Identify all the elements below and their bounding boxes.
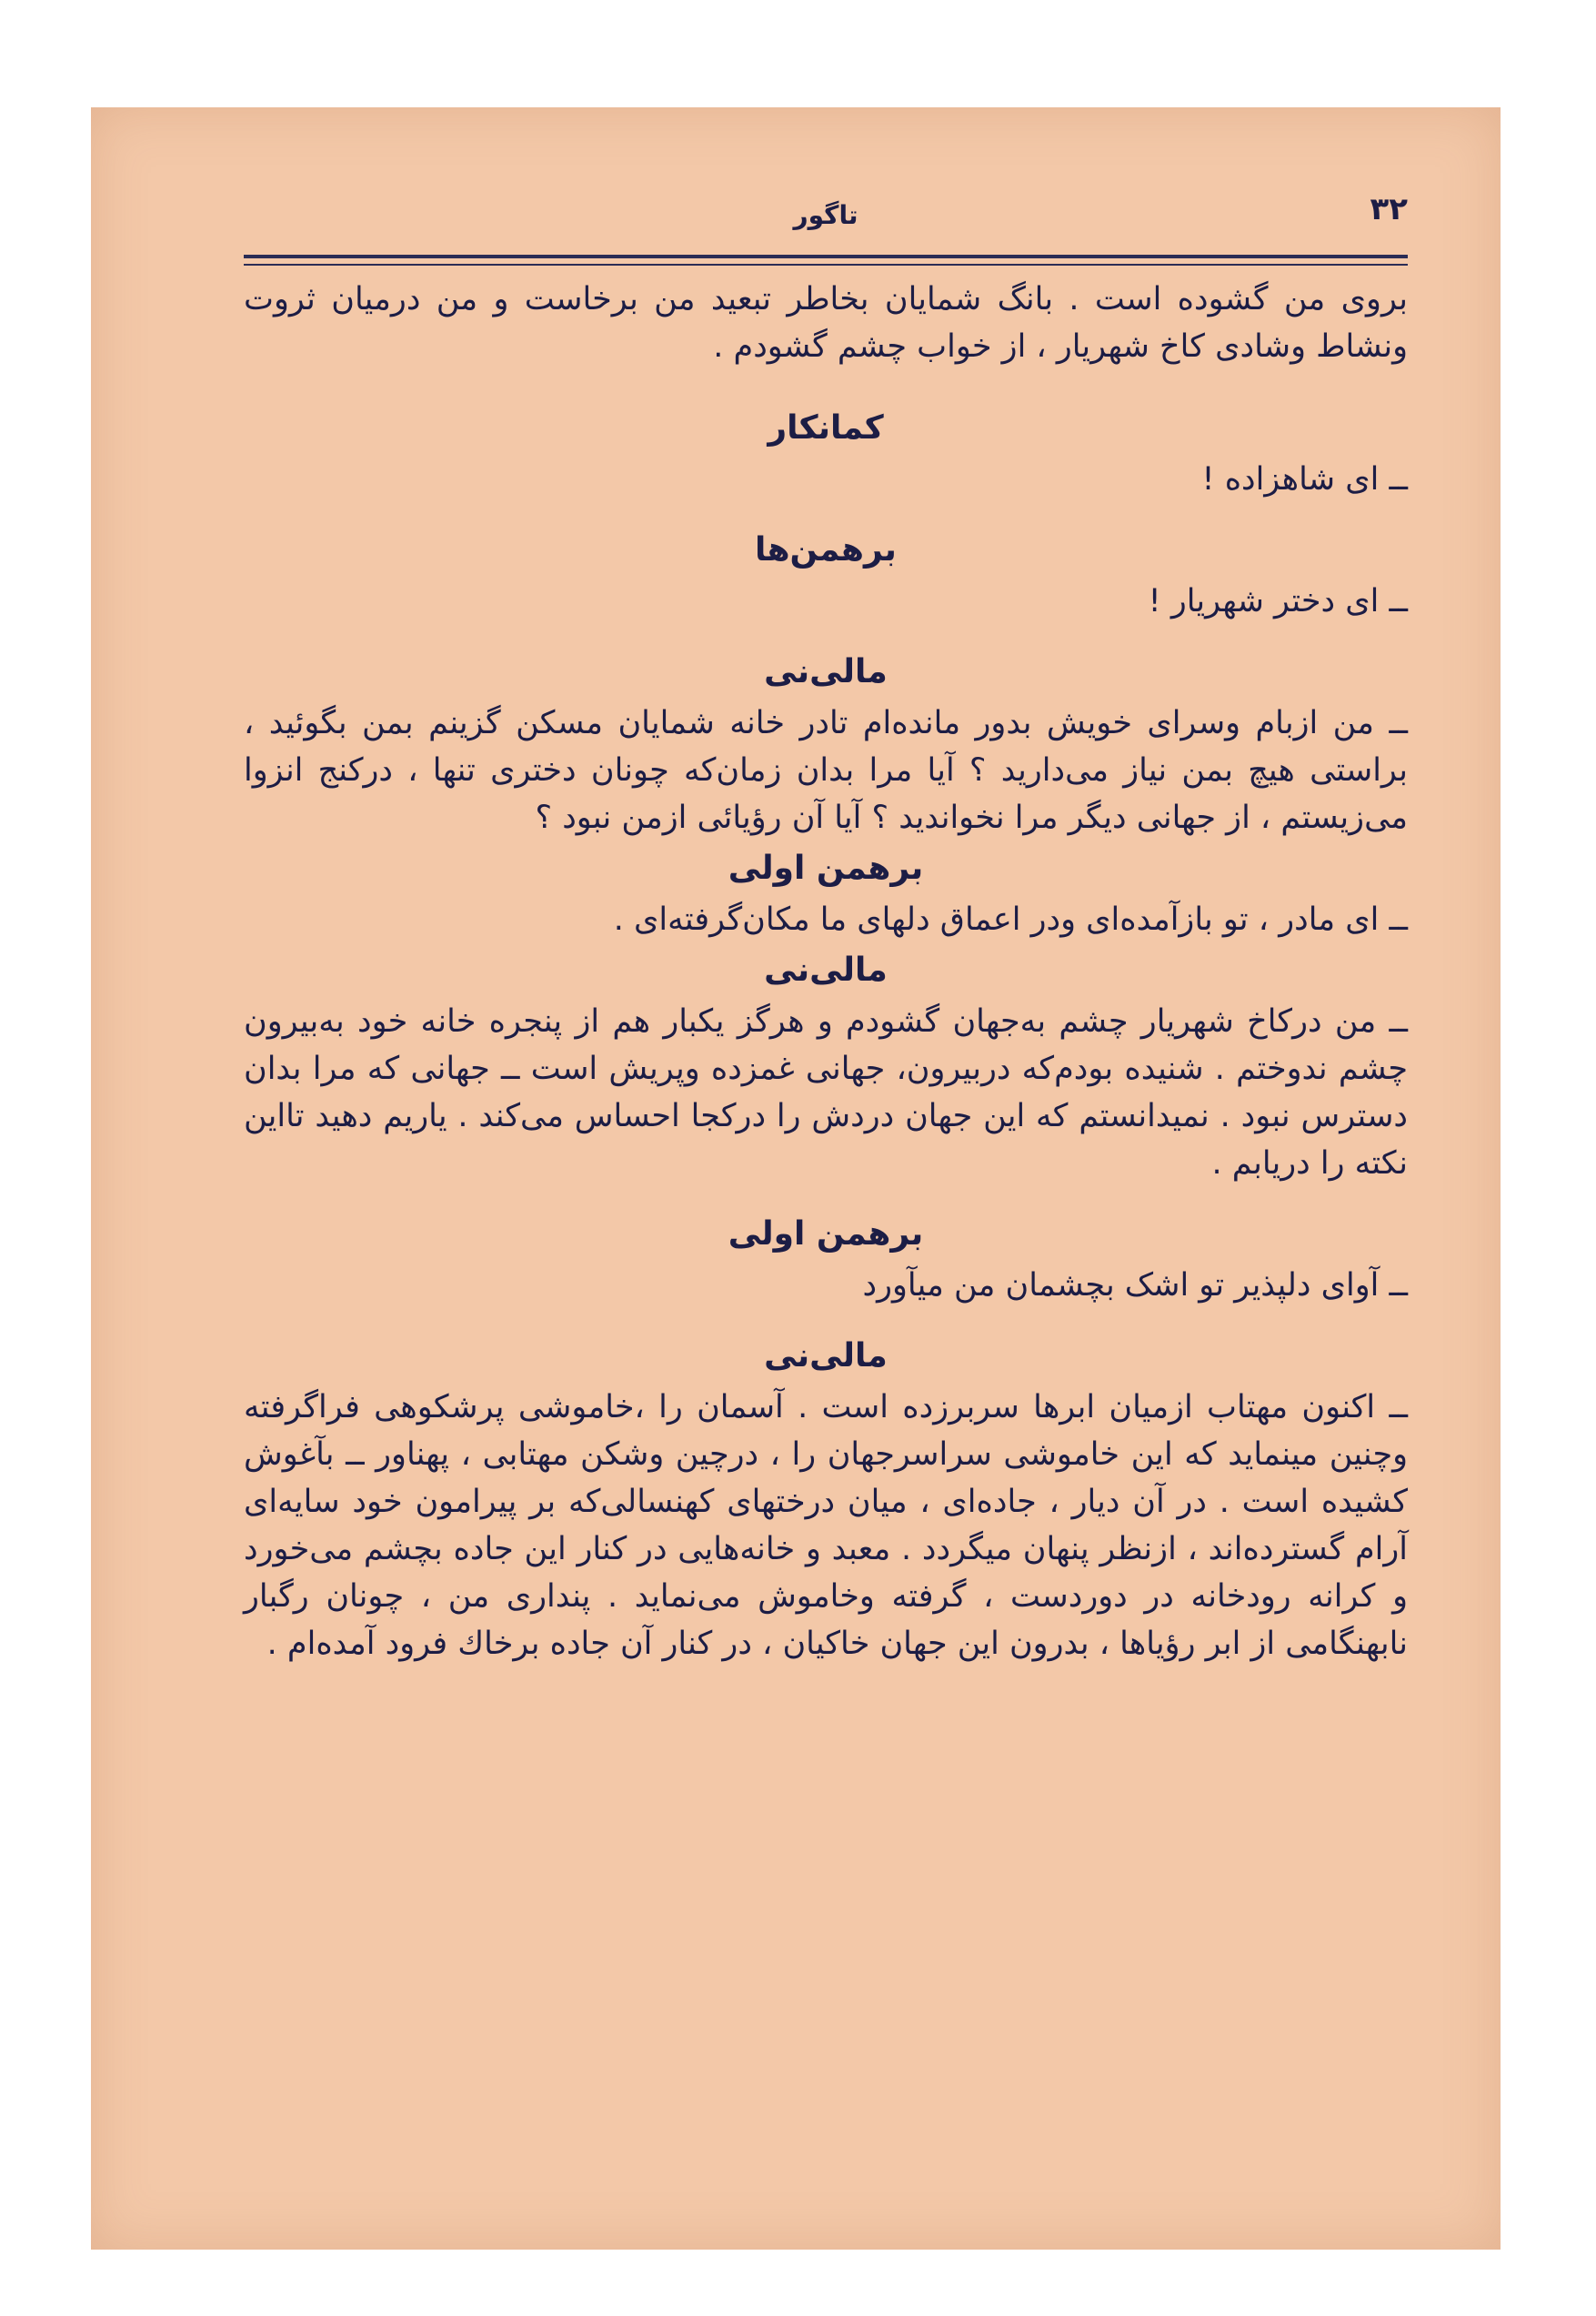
page-header [244,191,1408,246]
paragraph: ــ ای دختر شهریار ! [1148,583,1408,619]
speaker-heading: مالی‌نی [764,1337,888,1374]
speaker-heading: برهمن‌ها [755,531,897,569]
header-rule-thick [244,255,1408,258]
speaker-heading: برهمن اولی [728,1215,924,1253]
page-number: ۳۲ [1370,191,1408,227]
paragraph: ــ من درکاخ شهریار چشم به‌جهان گشودم و هرگز یکبار هم از پنجره خانه خود به‌بیرون چشم ندوختم . شنیده بودم‌که دربیرون، جهانی غمزده وپریش است ــ جهانی که مرا بدان دسترس نبود . نمیدانستم که این جهان دردش را درکجا احساس می‌کند . یاریم دهید تااین نکته را دریابم . [244,1003,1408,1182]
paragraph: ــ اکنون مهتاب ازمیان ابرها سربرزده است . آسمان را ،خاموشی پرشکوهی فراگرفته وچنین مینماید که این خاموشی سراسرجهان را ، درچین وشکن مهتابی ، پهناور ــ بآغوش کشیده است . در آن دیار ، جاده‌ای ، میان درختهای کهنسالی‌که بر پیرامون خود سایه‌ای آرام گسترده‌اند ، ازنظر پنهان میگردد . معبد و خانه‌هایی در کنار این جاده بچشم می‌خورد و کرانه رودخانه در دوردست ، گرفته وخاموش می‌نماید . پنداری من ، چونان رگبار نابهنگامی از ابر رؤیاها ، بدرون این جهان خاکیان ، در کنار آن جاده برخاك فرود آمده‌ام . [244,1389,1408,1662]
running-title: تاگور [793,200,858,230]
header-rule-thin [244,264,1408,266]
speaker-heading: مالی‌نی [764,653,888,690]
paragraph: ــ من ازبام وسرای خویش بدور مانده‌ام تادر خانه شمایان مسکن گزینم بمن بگوئید ، براستی هیچ بمن نیاز می‌دارید ؟ آیا مرا بدان زمان‌که چونان دختری تنها ، درکنج انزوا می‌زیستم ، از جهانی دیگر مرا نخواندید ؟ آیا آن رؤیائی ازمن نبود ؟ [244,705,1408,836]
book-page [91,107,1501,2250]
paragraph: ــ ای شاهزاده ! [1201,461,1408,498]
body-text [244,276,1408,1667]
paragraph: ــ آوای دلپذیر تو اشک بچشمان من میآورد [862,1267,1408,1304]
paragraph: بروی من گشوده است . بانگ شمایان بخاطر تبعید من برخاست و من درمیان ثروت ونشاط وشادی کاخ شهریار ، از خواب چشم گشودم . [244,281,1408,365]
speaker-heading: مالی‌نی [764,952,888,989]
speaker-heading: برهمن اولی [728,850,924,887]
speaker-heading: کمانکار [768,409,884,447]
paragraph: ــ ای مادر ، تو بازآمده‌ای ودر اعماق دلهای ما مکان‌گرفته‌ای . [613,901,1408,938]
